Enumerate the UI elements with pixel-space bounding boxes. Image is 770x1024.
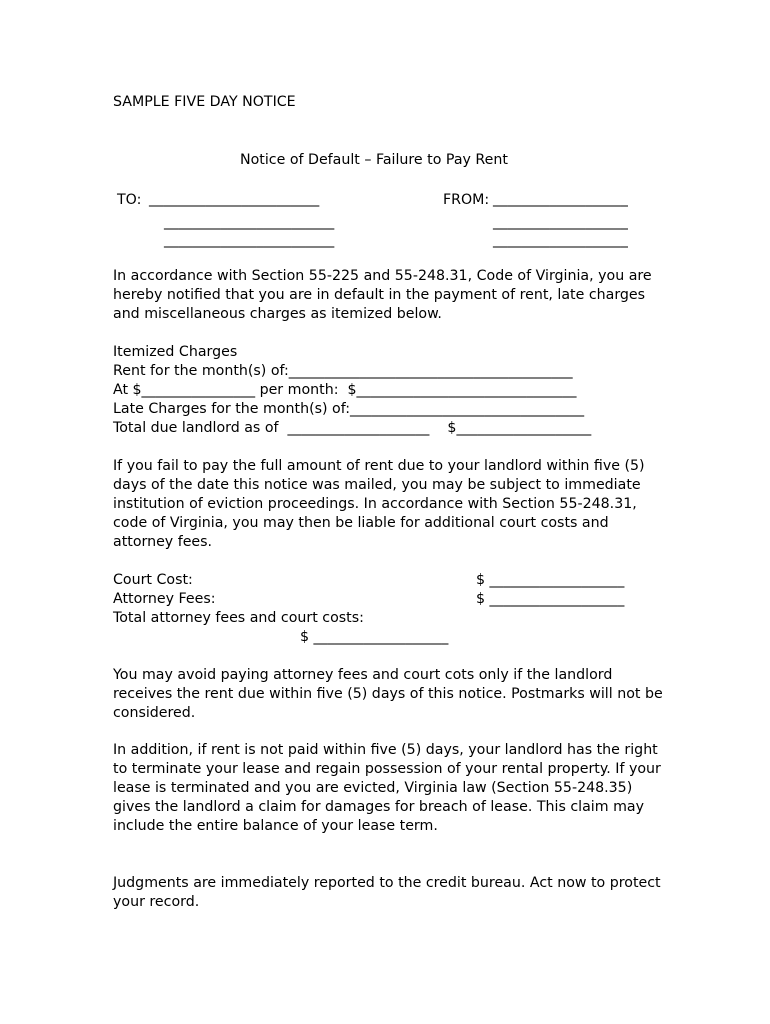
intro-paragraph: In accordance with Section 55-225 and 55-248.31, Code of Virginia, you are hereby notified that you are in default in the payment of rent, late charges and miscellaneous charges as itemized below.	[113, 268, 652, 322]
to-blank-3: ________________________	[164, 232, 335, 248]
court-cost-label: Court Cost:	[113, 572, 193, 588]
itemized-heading: Itemized Charges	[113, 344, 238, 360]
document-title: Notice of Default – Failure to Pay Rent	[240, 152, 508, 168]
judgments-paragraph: Judgments are immediately reported to the credit bureau. Act now to protect your record.	[113, 875, 661, 910]
warning-paragraph: If you fail to pay the full amount of rent due to your landlord within five (5) days of the date this notice was mailed, you may be subject to immediate institution of eviction proceedings. In accordance with Section 55-248.31, code of Virginia, you may then be liable for additional court costs and attorney fees.	[113, 458, 645, 550]
attorney-fees-label: Attorney Fees:	[113, 591, 216, 607]
from-label: FROM:	[443, 192, 490, 208]
document-header: SAMPLE FIVE DAY NOTICE	[113, 94, 296, 110]
total-costs-label: Total attorney fees and court costs:	[113, 610, 364, 626]
from-blank-2: ___________________	[493, 214, 628, 230]
attorney-fees-field: $ ___________________	[476, 591, 625, 607]
to-blank-2: ________________________	[164, 214, 335, 230]
to-label: TO:	[117, 192, 142, 208]
from-blank-3: ___________________	[493, 232, 628, 248]
total-costs-field: $ ___________________	[300, 629, 449, 645]
rent-amount-line: At $________________ per month: $_______________________________	[113, 382, 577, 398]
total-due-line: Total due landlord as of ____________________ $___________________	[113, 420, 592, 436]
from-blank-1: ___________________	[493, 191, 628, 207]
rent-months-line: Rent for the month(s) of:________________________________________	[113, 363, 573, 379]
termination-paragraph: In addition, if rent is not paid within five (5) days, your landlord has the right to terminate your lease and regain possession of your rental property. If your lease is terminated and you are evicted, Virginia law (Section 55-248.35) gives the landlord a claim for damages for breach of lease. This claim may include the entire balance of your lease term.	[113, 742, 661, 834]
late-charges-line: Late Charges for the month(s) of:_________________________________	[113, 401, 585, 417]
to-blank-1: ________________________	[149, 191, 320, 207]
court-cost-field: $ ___________________	[476, 572, 625, 588]
avoid-fees-paragraph: You may avoid paying attorney fees and court cots only if the landlord receives the rent due within five (5) days of this notice. Postmarks will not be considered.	[113, 667, 663, 721]
